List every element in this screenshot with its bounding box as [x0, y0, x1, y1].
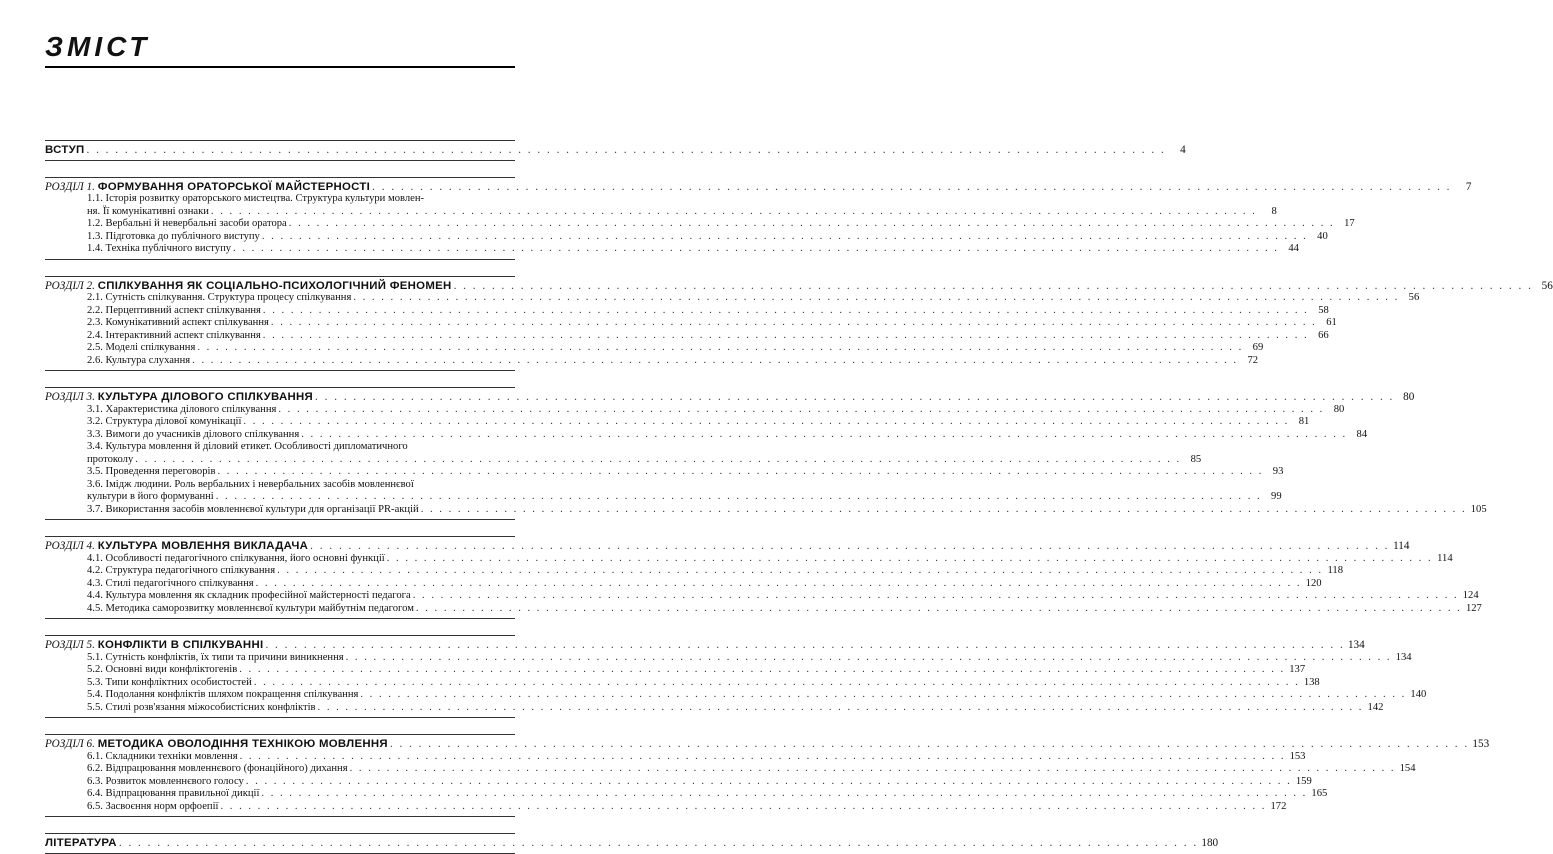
dot-leader: [299, 429, 1349, 442]
dot-leader: [263, 639, 1346, 652]
toc-entry-text: 5.1. Сутність конфліктів, їх типи та причини виникнення: [87, 651, 344, 663]
toc-section-block: [45, 735, 1490, 816]
section-title: МЕТОДИКА ОВОЛОДІННЯ ТЕХНІКОЮ МОВЛЕННЯ: [97, 738, 388, 750]
toc-entry-text: 4.1. Особливості педагогічного спілкування, його основні функції: [87, 552, 385, 564]
toc-entry[interactable]: [45, 788, 1328, 801]
section-page: 134: [1347, 639, 1365, 651]
toc-section-heading[interactable]: [45, 279, 1553, 293]
toc-entry-page: 137: [1289, 664, 1306, 675]
toc-entry-text: 4.5. Методика саморозвитку мовленнєвої культури майбутнім педагогом: [87, 602, 414, 614]
toc-entry[interactable]: [45, 664, 1306, 677]
toc-entry-text: ня. Її комунікативні ознаки: [87, 205, 209, 217]
toc-entry[interactable]: [45, 354, 1259, 368]
toc-entry-text: 3.5. Проведення переговорів: [87, 466, 216, 477]
toc-entry-text: 6.2. Відпрацювання мовленнєвого (фонаційного) дихання: [87, 763, 348, 774]
dot-leader: [259, 788, 1309, 801]
toc-entry-text: 1.3. Підготовка до публічного виступу: [87, 230, 260, 242]
toc-entry-text: 6.5. Засвоєння норм орфоепії: [87, 800, 219, 812]
toc-entry[interactable]: [45, 403, 1345, 417]
toc-entry[interactable]: [45, 317, 1337, 330]
toc-section-block: [45, 277, 1553, 371]
toc-section-text: [45, 280, 452, 293]
dot-leader: [218, 801, 1268, 814]
toc-section-heading[interactable]: [45, 391, 1415, 404]
toc-entry[interactable]: [45, 329, 1329, 343]
dot-leader: [275, 565, 1325, 578]
toc-section-text: [45, 738, 388, 751]
section-label: РОЗДІЛ 3.: [45, 391, 95, 403]
toc-section-text: [45, 181, 370, 194]
dot-leader: [388, 738, 1471, 751]
toc-entry-page: 120: [1305, 577, 1322, 589]
toc-entry-intro[interactable]: [45, 144, 1186, 157]
toc-section-block: [45, 388, 1487, 519]
toc-section-heading[interactable]: [45, 639, 1365, 652]
toc-entry-page: 159: [1295, 775, 1312, 787]
toc-entry-page: 93: [1272, 466, 1284, 477]
toc-entry-page: 153: [1289, 750, 1306, 762]
section-title: КУЛЬТУРА МОВЛЕННЯ ВИКЛАДАЧА: [97, 540, 309, 552]
toc-entry-text: 5.3. Типи конфліктних особистостей: [87, 676, 252, 688]
toc-entry[interactable]: [45, 763, 1416, 776]
section-page: 153: [1472, 738, 1490, 750]
dot-leader: [244, 776, 1294, 789]
toc-entry-text: 2.2. Перцептивний аспект спілкування: [87, 304, 261, 316]
dot-leader: [411, 590, 1461, 603]
toc-entry-text: 3.1. Характеристика ділового спілкування: [87, 403, 277, 415]
dot-leader: [190, 355, 1240, 368]
toc-entry[interactable]: [45, 304, 1329, 318]
dot-leader: [313, 391, 1396, 404]
toc-entry-page: 105: [1470, 503, 1487, 515]
toc-entry[interactable]: [45, 503, 1487, 517]
section-title: КОНФЛІКТИ В СПІЛКУВАННІ: [97, 639, 264, 651]
toc-entry-page: 80: [1333, 403, 1345, 415]
toc-entry[interactable]: [45, 453, 1202, 467]
toc-entry-text: 5.2. Основні види конфліктогенів: [87, 664, 238, 675]
toc-entry[interactable]: [45, 416, 1310, 429]
toc-entry-text: 4.2. Структура педагогічного спілкування: [87, 565, 276, 576]
toc-entry[interactable]: [45, 428, 1368, 442]
dot-leader: [133, 454, 1183, 467]
dot-leader: [84, 144, 1167, 157]
toc-entry[interactable]: [45, 651, 1412, 665]
toc-entry-page: 72: [1247, 354, 1259, 366]
toc-section-heading[interactable]: [45, 540, 1410, 553]
dot-leader: [358, 689, 1408, 702]
toc-entry[interactable]: [45, 552, 1453, 566]
dot-leader: [209, 206, 1259, 219]
dot-leader: [214, 491, 1264, 504]
toc-entry-text: 1.2. Вербальні й невербальні засоби оратора: [87, 218, 287, 229]
dot-leader: [254, 578, 1304, 591]
section-label: РОЗДІЛ 6.: [45, 738, 95, 750]
toc-entry-text: 4.4. Культура мовлення як складник професійної майстерності педагога: [87, 590, 411, 601]
toc-entry-text-line[interactable]: 1.1. Історія розвитку ораторського мистецтва. Структура культури мовлен-: [87, 193, 425, 204]
toc-entry-page: 40: [1317, 230, 1328, 242]
toc-entry-text: 1.4. Техніка публічного виступу: [87, 243, 232, 254]
dot-leader: [287, 218, 1337, 231]
title-rule: [45, 66, 515, 68]
toc-entry[interactable]: [45, 800, 1287, 814]
toc-intro-block: [45, 141, 1186, 160]
dot-leader: [419, 504, 1469, 517]
toc-entry-text: протоколу: [87, 453, 134, 465]
toc-literature-block: [45, 834, 1219, 853]
dot-leader: [316, 702, 1366, 715]
toc-entry-page: 134: [1395, 651, 1412, 663]
section-title: СПІЛКУВАННЯ ЯК СОЦІАЛЬНО-ПСИХОЛОГІЧНИЙ ФЕНОМЕН: [97, 279, 452, 292]
toc-entry-page: 58: [1318, 304, 1329, 316]
toc-entry-page: 84: [1356, 428, 1368, 440]
toc-entry-page: 180: [1201, 837, 1219, 849]
toc-entry-text: 3.7. Використання засобів мовленнєвої культури для організації PR-акцій: [87, 503, 419, 515]
dot-leader: [269, 317, 1319, 330]
toc-entry-text: 5.4. Подолання конфліктів шляхом покращення спілкування: [87, 689, 359, 700]
dot-leader: [370, 181, 1453, 194]
toc-section-block: [45, 178, 1472, 259]
toc-entry-page: 69: [1252, 342, 1264, 353]
dot-leader: [414, 603, 1464, 616]
toc-entry[interactable]: [45, 750, 1306, 764]
toc-entry-page: 66: [1318, 329, 1329, 341]
dot-leader: [252, 677, 1302, 690]
toc-entry-literature[interactable]: [45, 837, 1219, 850]
dot-leader: [231, 243, 1281, 256]
dot-leader: [344, 652, 1394, 665]
toc-entry-text-line[interactable]: 3.4. Культура мовлення й діловий етикет. Особливості дипломатичного: [87, 441, 408, 452]
section-label: РОЗДІЛ 1.: [45, 180, 95, 193]
toc-entry[interactable]: [45, 243, 1299, 256]
toc-entry-page: 56: [1408, 292, 1420, 303]
toc-entry-page: 8: [1271, 205, 1277, 217]
toc-entry-text: 2.4. Інтерактивний аспект спілкування: [87, 329, 261, 341]
toc-entry-text: 6.1. Складники техніки мовлення: [87, 750, 238, 762]
section-label: РОЗДІЛ 2.: [45, 279, 95, 292]
table-of-contents: [45, 140, 1553, 854]
dot-leader: [215, 466, 1265, 479]
toc-entry[interactable]: [45, 775, 1312, 789]
toc-section-heading[interactable]: [45, 180, 1472, 194]
dot-leader: [261, 305, 1311, 318]
toc-section-text: [45, 639, 263, 652]
toc-entry[interactable]: [45, 590, 1479, 603]
section-page: 114: [1393, 540, 1410, 552]
toc-entry-page: 114: [1437, 552, 1453, 564]
section-page: 56: [1541, 279, 1553, 292]
toc-section-text: [45, 391, 313, 404]
dot-leader: [241, 416, 1291, 429]
toc-entry-text-line[interactable]: 3.6. Імідж людини. Роль вербальних і невербальних засобів мовленнєвої: [87, 478, 414, 490]
toc-entry[interactable]: [45, 230, 1328, 244]
toc-section-text: [45, 540, 308, 553]
toc-entry-text: 2.1. Сутність спілкування. Структура процесу спілкування: [87, 292, 352, 303]
toc-entry[interactable]: [45, 701, 1384, 715]
dot-leader: [261, 330, 1311, 343]
toc-entry-label: ВСТУП: [45, 144, 85, 156]
toc-entry[interactable]: [45, 218, 1355, 231]
toc-entry-text: 4.3. Стилі педагогічного спілкування: [87, 577, 254, 589]
toc-entry-page: 127: [1465, 602, 1482, 614]
toc-entry-text: 3.3. Вимоги до учасників ділового спілкування: [87, 428, 300, 440]
toc-entry-page: 142: [1367, 701, 1384, 713]
toc-entry-page: 17: [1344, 218, 1355, 229]
section-page: 7: [1465, 180, 1472, 193]
section-title: КУЛЬТУРА ДІЛОВОГО СПІЛКУВАННЯ: [97, 391, 314, 403]
toc-entry-text: 5.5. Стилі розв'язання міжособистісних конфліктів: [87, 701, 316, 713]
toc-entry-text: 6.4. Відпрацювання правильної дикції: [87, 788, 260, 799]
toc-entry-page: 124: [1462, 590, 1479, 601]
toc-section-heading[interactable]: [45, 738, 1490, 751]
toc-section-block: [45, 537, 1482, 618]
dot-leader: [276, 404, 1326, 417]
toc-entry-page: 44: [1288, 243, 1299, 254]
section-page: 80: [1403, 391, 1415, 403]
toc-entry-page: 118: [1327, 565, 1344, 576]
dot-leader: [195, 342, 1245, 355]
toc-entry-label: ЛІТЕРАТУРА: [45, 837, 117, 849]
toc-entry[interactable]: [45, 602, 1482, 616]
toc-entry[interactable]: [45, 491, 1282, 504]
dot-leader: [237, 664, 1287, 677]
dot-leader: [385, 553, 1435, 566]
toc-entry-page: 172: [1270, 800, 1287, 812]
toc-entry-page: 154: [1399, 763, 1416, 774]
toc-entry[interactable]: [45, 292, 1420, 305]
toc-entry-page: 85: [1190, 453, 1202, 465]
dot-leader: [308, 540, 1391, 553]
separator-line: [45, 853, 515, 854]
toc-entry-page: 165: [1311, 788, 1328, 799]
dot-leader: [351, 292, 1401, 305]
toc-entry[interactable]: [45, 565, 1344, 578]
toc-entry[interactable]: [45, 466, 1284, 479]
section-title: ФОРМУВАННЯ ОРАТОРСЬКОЇ МАЙСТЕРНОСТІ: [97, 180, 371, 193]
dot-leader: [452, 280, 1535, 293]
toc-section-block: [45, 636, 1427, 717]
toc-entry-text: культури в його формуванні: [87, 491, 214, 502]
page-title: ЗМІСТ: [45, 31, 151, 62]
toc-entry-text: 2.5. Моделі спілкування: [87, 342, 196, 353]
toc-entry[interactable]: [45, 577, 1322, 591]
toc-entry-page: 140: [1410, 689, 1427, 700]
dot-leader: [260, 231, 1310, 244]
toc-entry-page: 99: [1271, 491, 1282, 502]
toc-entry-page: 4: [1180, 144, 1186, 156]
section-label: РОЗДІЛ 5.: [45, 639, 95, 651]
toc-entry-page: 61: [1326, 317, 1337, 328]
toc-entry[interactable]: [45, 676, 1320, 690]
dot-leader: [348, 763, 1398, 776]
section-label: РОЗДІЛ 4.: [45, 540, 95, 552]
toc-entry[interactable]: [45, 342, 1264, 355]
dot-leader: [238, 751, 1288, 764]
toc-entry-text: 2.6. Культура слухання: [87, 354, 191, 366]
toc-entry[interactable]: [45, 205, 1277, 219]
toc-entry[interactable]: [45, 689, 1427, 702]
dot-leader: [117, 837, 1200, 850]
toc-entry-text: 6.3. Розвиток мовленнєвого голосу: [87, 775, 244, 787]
toc-entry-text: 2.3. Комунікативний аспект спілкування: [87, 317, 269, 328]
toc-entry-page: 81: [1298, 416, 1310, 427]
toc-entry-page: 138: [1303, 676, 1320, 688]
toc-entry-text: 3.2. Структура ділової комунікації: [87, 416, 242, 427]
